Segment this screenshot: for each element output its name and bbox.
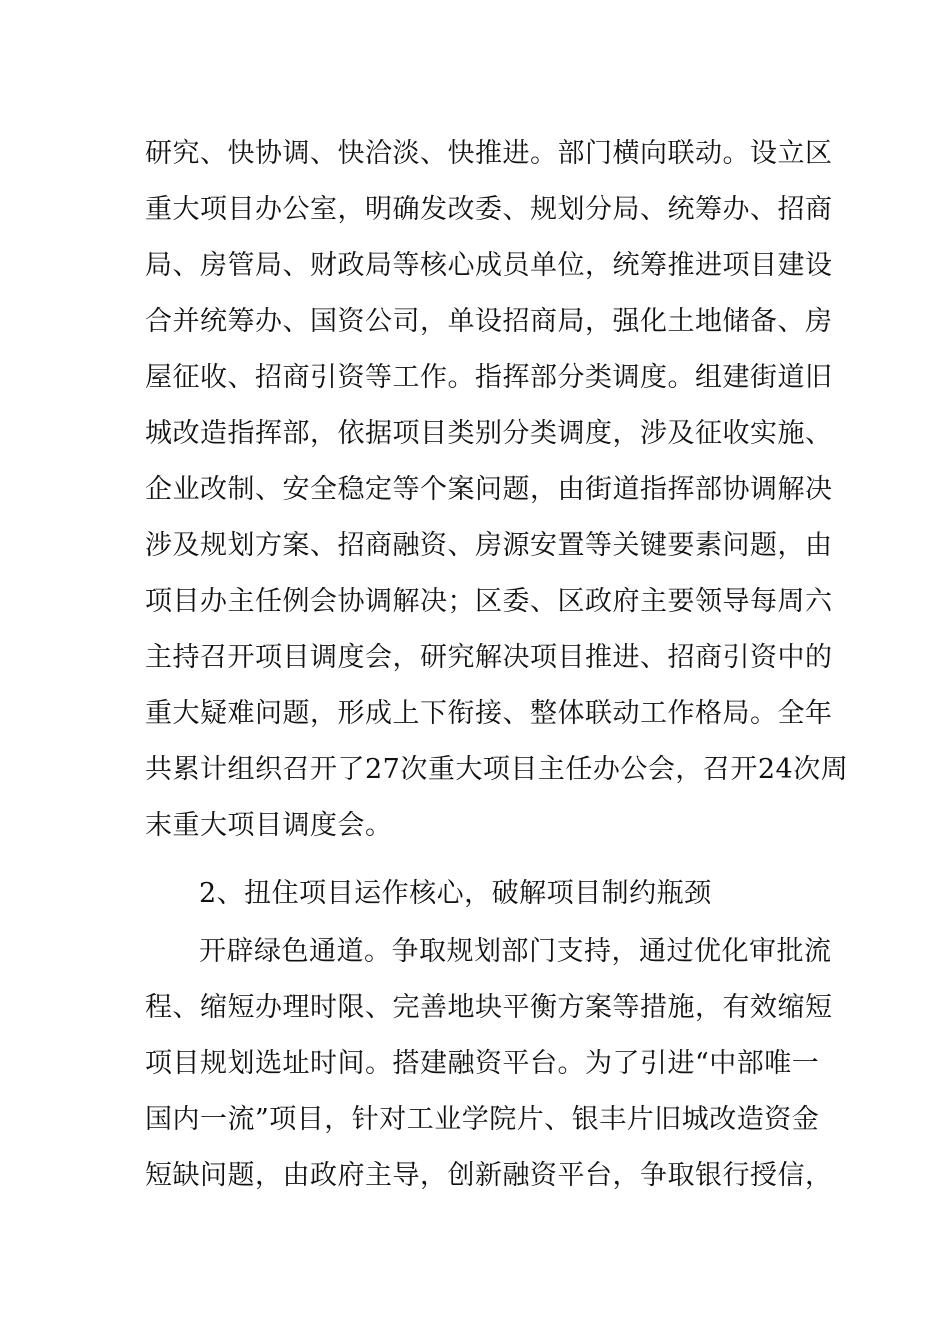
text-line: 主持召开项目调度会，研究解决项目推进、招商引资中的: [145, 642, 833, 673]
text-line: 合并统筹办、国资公司，单设招商局，强化土地储备、房: [145, 306, 833, 337]
section-heading: [145, 866, 815, 922]
text-line: 程、缩短办理时限、完善地块平衡方案等措施，有效缩短: [145, 992, 833, 1023]
paragraph-2: [145, 924, 833, 1204]
text-line: 企业改制、安全稳定等个案问题，由街道指挥部协调解决: [145, 474, 833, 505]
text-line: 项目规划选址时间。搭建融资平台。为了引进“中部唯一: [145, 1048, 820, 1079]
text-line: 涉及规划方案、招商融资、房源安置等关键要素问题，由: [145, 530, 833, 561]
text-line: 末重大项目调度会。: [145, 810, 393, 841]
text-line: 城改造指挥部，依据项目类别分类调度，涉及征收实施、: [145, 418, 833, 449]
text-line: 重大项目办公室，明确发改委、规划分局、统筹办、招商: [145, 194, 833, 225]
text-line: 短缺问题，由政府主导，创新融资平台，争取银行授信，: [145, 1160, 833, 1191]
text-line: 局、房管局、财政局等核心成员单位，统筹推进项目建设: [145, 250, 833, 281]
text-line: 共累计组织召开了27次重大项目主任办公会，召开24次周: [145, 754, 849, 785]
text-line: 开辟绿色通道。争取规划部门支持，通过优化审批流: [199, 936, 832, 967]
heading-2: 2、扭住项目运作核心，破解项目制约瓶颈: [199, 878, 712, 909]
text-line: 屋征收、招商引资等工作。指挥部分类调度。组建街道旧: [145, 362, 833, 393]
text-line: 重大疑难问题，形成上下衔接、整体联动工作格局。全年: [145, 698, 833, 729]
paragraph-1: [145, 126, 849, 854]
text-line: 项目办主任例会协调解决；区委、区政府主要领导每周六: [145, 586, 833, 617]
text-line: 国内一流”项目，针对工业学院片、银丰片旧城改造资金: [145, 1104, 820, 1135]
text-line: 研究、快协调、快洽淡、快推进。部门横向联动。设立区: [145, 138, 833, 169]
